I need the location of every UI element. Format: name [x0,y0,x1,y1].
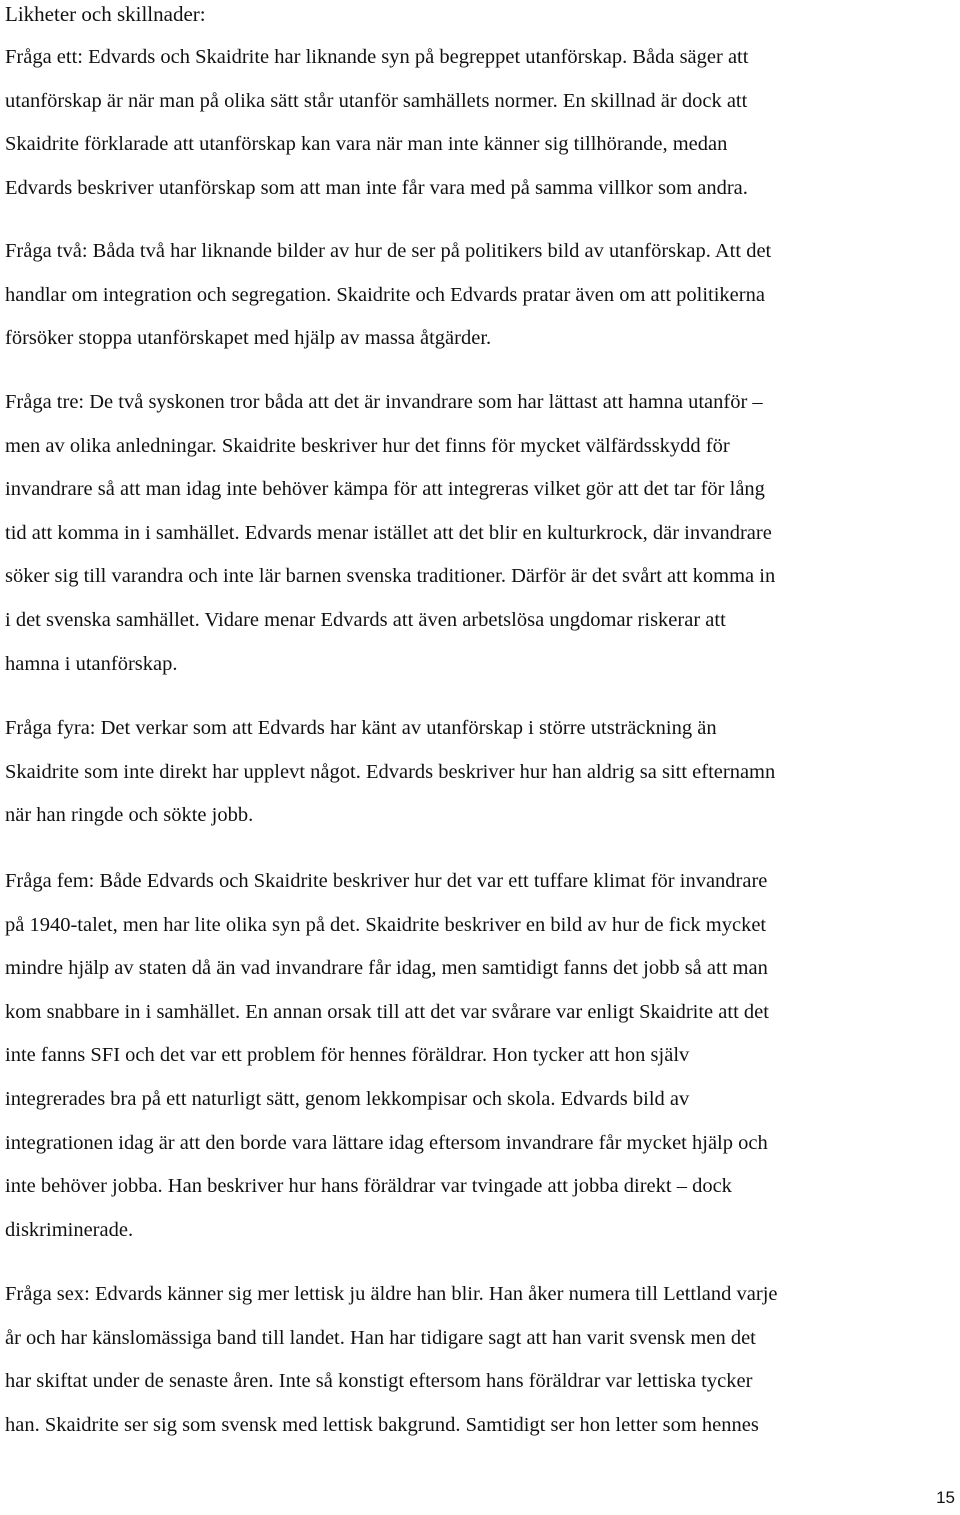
text-line: på 1940-talet, men har lite olika syn på det. Skaidrite beskriver en bild av hur de fick mycket [5,913,767,936]
text-line: inte fanns SFI och det var ett problem för hennes föräldrar. Hon tycker att hon själv [5,1044,690,1067]
text-line: Fråga ett: Edvards och Skaidrite har liknande syn på begreppet utanförskap. Båda säger att [5,46,749,68]
text-line: när han ringde och sökte jobb. [5,804,254,827]
paragraph-question-3 [5,381,955,686]
text-line: Fråga fyra: Det verkar som att Edvards har känt av utanförskap i större utsträckning än [5,717,717,739]
text-line: mindre hjälp av staten då än vad invandrare får idag, men samtidigt fanns det jobb så att man [5,957,768,980]
text-line: Skaidrite som inte direkt har upplevt något. Edvards beskriver hur han aldrig sa sitt efternamn [5,760,776,783]
text-line: inte behöver jobba. Han beskriver hur hans föräldrar var tvingade att jobba direkt – dock [5,1175,732,1198]
text-line: integrerades bra på ett naturligt sätt, genom lekkompisar och skola. Edvards bild av [5,1087,690,1110]
text-line: söker sig till varandra och inte lär barnen svenska traditioner. Därför är det svårt att komma in [5,565,776,588]
text-line: hamna i utanförskap. [5,652,178,675]
text-line: i det svenska samhället. Vidare menar Edvards att även arbetslösa ungdomar riskerar att [5,608,726,631]
text-line: men av olika anledningar. Skaidrite beskriver hur det finns för mycket välfärdsskydd för [5,434,730,457]
text-line: år och har känslomässiga band till landet. Han har tidigare sagt att han varit svensk men det [5,1326,756,1349]
text-line: Fråga två: Båda två har liknande bilder av hur de ser på politikers bild av utanförskap. Att det [5,240,772,262]
paragraph-question-6 [5,1273,955,1447]
section-heading: Likheter och skillnader: [5,2,206,26]
paragraph-question-2 [5,230,955,361]
text-line: Fråga sex: Edvards känner sig mer lettisk ju äldre han blir. Han åker numera till Lettland varje [5,1283,778,1305]
text-line: utanförskap är när man på olika sätt står utanför samhällets normer. En skillnad är dock att [5,89,748,112]
text-line: Skaidrite förklarade att utanförskap kan vara när man inte känner sig tillhörande, medan [5,133,728,156]
text-line: Fråga tre: De två syskonen tror båda att det är invandrare som har lättast att hamna utanför – [5,391,763,413]
paragraph-question-4 [5,707,955,838]
text-line: försöker stoppa utanförskapet med hjälp av massa åtgärder. [5,327,492,350]
paragraph-question-5 [5,860,955,1252]
text-line: han. Skaidrite ser sig som svensk med lettisk bakgrund. Samtidigt ser hon letter som hennes [5,1413,759,1436]
text-line: kom snabbare in i samhället. En annan orsak till att det var svårare var enligt Skaidrite att det [5,1000,769,1023]
text-line: tid att komma in i samhället. Edvards menar istället att det blir en kulturkrock, där invandrare [5,521,772,544]
text-line: integrationen idag är att den borde vara lättare idag eftersom invandrare får mycket hjälp och [5,1131,768,1154]
text-line: diskriminerade. [5,1218,134,1241]
text-line: handlar om integration och segregation. Skaidrite och Edvards pratar även om att politikerna [5,283,765,306]
text-line: invandrare så att man idag inte behöver kämpa för att integreras vilket gör att det tar för lång [5,478,765,501]
paragraph-question-1 [5,36,955,210]
page-number: 15 [936,1488,955,1507]
text-line: Fråga fem: Både Edvards och Skaidrite beskriver hur det var ett tuffare klimat för invandrare [5,870,768,892]
text-line: har skiftat under de senaste åren. Inte så konstigt eftersom hans föräldrar var lettiska tycker [5,1370,753,1393]
text-line: Edvards beskriver utanförskap som att man inte får vara med på samma villkor som andra. [5,176,748,199]
